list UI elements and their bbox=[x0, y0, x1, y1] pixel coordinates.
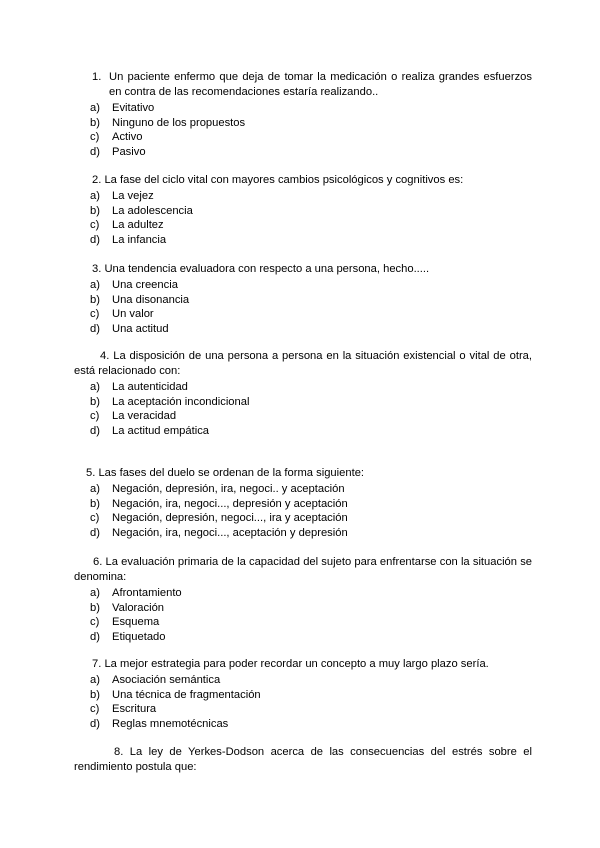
option-3a[interactable] bbox=[86, 278, 532, 293]
option-6a[interactable] bbox=[86, 586, 532, 601]
option-letter: c) bbox=[90, 131, 100, 144]
option-7c[interactable] bbox=[86, 702, 532, 717]
question-8-number: 8. bbox=[114, 746, 124, 758]
option-letter: a) bbox=[90, 279, 100, 291]
option-letter: d) bbox=[90, 630, 100, 643]
option-letter: a) bbox=[90, 587, 100, 599]
option-text: Una técnica de fragmentación bbox=[112, 688, 261, 701]
option-text: Una disonancia bbox=[112, 293, 190, 306]
option-3c[interactable] bbox=[86, 307, 532, 322]
option-text: Afrontamiento bbox=[112, 587, 182, 599]
question-6-text bbox=[74, 555, 532, 585]
question-7-options bbox=[86, 673, 532, 731]
question-4-body: La disposición de una persona a persona en la situación existencial o vital de otra, está relacionado con: bbox=[74, 350, 533, 377]
option-text: Evitativo bbox=[112, 102, 155, 114]
question-3-text bbox=[86, 262, 532, 277]
option-5b[interactable] bbox=[86, 497, 532, 512]
question-2-body: La fase del ciclo vital con mayores cambios psicológicos y cognitivos es: bbox=[104, 174, 464, 186]
option-text: Valoración bbox=[112, 601, 165, 614]
option-text: Negación, depresión, negoci..., ira y aceptación bbox=[112, 512, 348, 525]
option-letter: b) bbox=[90, 395, 100, 408]
option-letter: b) bbox=[90, 116, 100, 129]
question-8 bbox=[74, 745, 532, 775]
option-6c[interactable] bbox=[86, 615, 532, 630]
option-text: La adultez bbox=[112, 219, 164, 232]
option-letter: a) bbox=[90, 190, 100, 202]
option-text: Una creencia bbox=[112, 279, 178, 291]
option-letter: d) bbox=[90, 322, 100, 335]
option-letter: a) bbox=[90, 674, 100, 686]
question-6-body: La evaluación primaria de la capacidad del sujeto para enfrentarse con la situación se denomina: bbox=[74, 556, 533, 583]
option-5d[interactable] bbox=[86, 526, 532, 541]
option-text: Pasivo bbox=[112, 145, 146, 158]
option-letter: c) bbox=[90, 308, 100, 321]
question-2-text bbox=[86, 173, 532, 188]
option-text: La adolescencia bbox=[112, 204, 193, 217]
option-3d[interactable] bbox=[86, 322, 532, 337]
option-3b[interactable] bbox=[86, 293, 532, 308]
option-letter: b) bbox=[90, 497, 100, 510]
option-text: Etiquetado bbox=[112, 630, 166, 643]
option-1d[interactable] bbox=[86, 145, 532, 160]
option-letter: c) bbox=[90, 616, 100, 629]
option-text: Asociación semántica bbox=[112, 674, 221, 686]
option-5a[interactable] bbox=[86, 482, 532, 497]
question-1-body: Un paciente enfermo que deja de tomar la medicación o realiza grandes esfuerzos en contra de las recomendaciones estaría realizando.. bbox=[109, 71, 532, 98]
option-letter: a) bbox=[90, 102, 100, 114]
question-1-number: 1. bbox=[92, 71, 102, 83]
question-5-number: 5. bbox=[86, 467, 96, 479]
option-text: Ninguno de los propuestos bbox=[112, 116, 246, 129]
question-6-number: 6. bbox=[93, 556, 103, 568]
option-7b[interactable] bbox=[86, 688, 532, 703]
question-3-number: 3. bbox=[92, 263, 102, 275]
question-4 bbox=[74, 349, 532, 438]
option-letter: b) bbox=[90, 293, 100, 306]
option-text: La infancia bbox=[112, 233, 167, 246]
option-4b[interactable] bbox=[86, 395, 532, 410]
option-1c[interactable] bbox=[86, 130, 532, 145]
option-1b[interactable] bbox=[86, 116, 532, 131]
question-3-body: Una tendencia evaluadora con respecto a una persona, hecho..... bbox=[104, 263, 430, 275]
option-letter: a) bbox=[90, 483, 100, 495]
option-text: Negación, ira, negoci..., aceptación y depresión bbox=[112, 526, 348, 539]
question-8-body: La ley de Yerkes-Dodson acerca de las consecuencias del estrés sobre el rendimiento postula que: bbox=[74, 746, 532, 773]
option-7a[interactable] bbox=[86, 673, 532, 688]
question-6 bbox=[74, 555, 532, 644]
option-text: Una actitud bbox=[112, 322, 169, 335]
option-letter: c) bbox=[90, 410, 100, 423]
option-6b[interactable] bbox=[86, 601, 532, 616]
question-7-body: La mejor estrategia para poder recordar un concepto a muy largo plazo sería. bbox=[104, 658, 489, 670]
option-letter: a) bbox=[90, 381, 100, 393]
option-4d[interactable] bbox=[86, 424, 532, 439]
option-letter: b) bbox=[90, 204, 100, 217]
option-2c[interactable] bbox=[86, 218, 532, 233]
question-1 bbox=[86, 70, 532, 159]
question-2-options bbox=[86, 189, 532, 247]
option-letter: d) bbox=[90, 717, 100, 730]
option-text: Negación, depresión, ira, negoci.. y aceptación bbox=[112, 483, 345, 495]
option-text: La veracidad bbox=[112, 410, 177, 423]
question-4-number: 4. bbox=[100, 350, 110, 362]
question-6-options bbox=[86, 586, 532, 644]
option-text: Activo bbox=[112, 131, 143, 144]
option-text: La vejez bbox=[112, 190, 154, 202]
option-letter: c) bbox=[90, 703, 100, 716]
option-text: Negación, ira, negoci..., depresión y aceptación bbox=[112, 497, 348, 510]
question-2 bbox=[86, 173, 532, 247]
question-5 bbox=[86, 466, 532, 540]
question-5-options bbox=[86, 482, 532, 540]
question-3-options bbox=[86, 278, 532, 336]
option-text: La aceptación incondicional bbox=[112, 395, 250, 408]
option-text: Esquema bbox=[112, 616, 160, 629]
question-7 bbox=[86, 657, 532, 731]
option-text: Escritura bbox=[112, 703, 157, 716]
option-letter: d) bbox=[90, 526, 100, 539]
question-5-text bbox=[86, 466, 532, 481]
option-1a[interactable] bbox=[86, 101, 532, 116]
question-4-text bbox=[74, 349, 532, 379]
option-letter: c) bbox=[90, 219, 100, 232]
question-7-number: 7. bbox=[92, 658, 102, 670]
question-4-options bbox=[86, 380, 532, 438]
option-text: Un valor bbox=[112, 308, 154, 321]
option-letter: d) bbox=[90, 145, 100, 158]
option-4a[interactable] bbox=[86, 380, 532, 395]
question-2-number: 2. bbox=[92, 174, 102, 186]
option-6d[interactable] bbox=[86, 630, 532, 645]
question-5-body: Las fases del duelo se ordenan de la forma siguiente: bbox=[98, 467, 365, 479]
option-text: La autenticidad bbox=[112, 381, 188, 393]
option-2d[interactable] bbox=[86, 233, 532, 248]
option-letter: d) bbox=[90, 233, 100, 246]
option-2a[interactable] bbox=[86, 189, 532, 204]
option-7d[interactable] bbox=[86, 717, 532, 732]
question-1-options bbox=[86, 101, 532, 159]
option-5c[interactable] bbox=[86, 511, 532, 526]
option-text: Reglas mnemotécnicas bbox=[112, 717, 229, 730]
question-3 bbox=[86, 262, 532, 336]
question-8-text bbox=[74, 745, 532, 775]
option-2b[interactable] bbox=[86, 204, 532, 219]
option-4c[interactable] bbox=[86, 409, 532, 424]
option-letter: b) bbox=[90, 601, 100, 614]
option-letter: b) bbox=[90, 688, 100, 701]
question-7-text bbox=[86, 657, 532, 672]
option-letter: c) bbox=[90, 512, 100, 525]
option-letter: d) bbox=[90, 424, 100, 437]
question-1-text bbox=[86, 70, 532, 100]
option-text: La actitud empática bbox=[112, 424, 210, 437]
